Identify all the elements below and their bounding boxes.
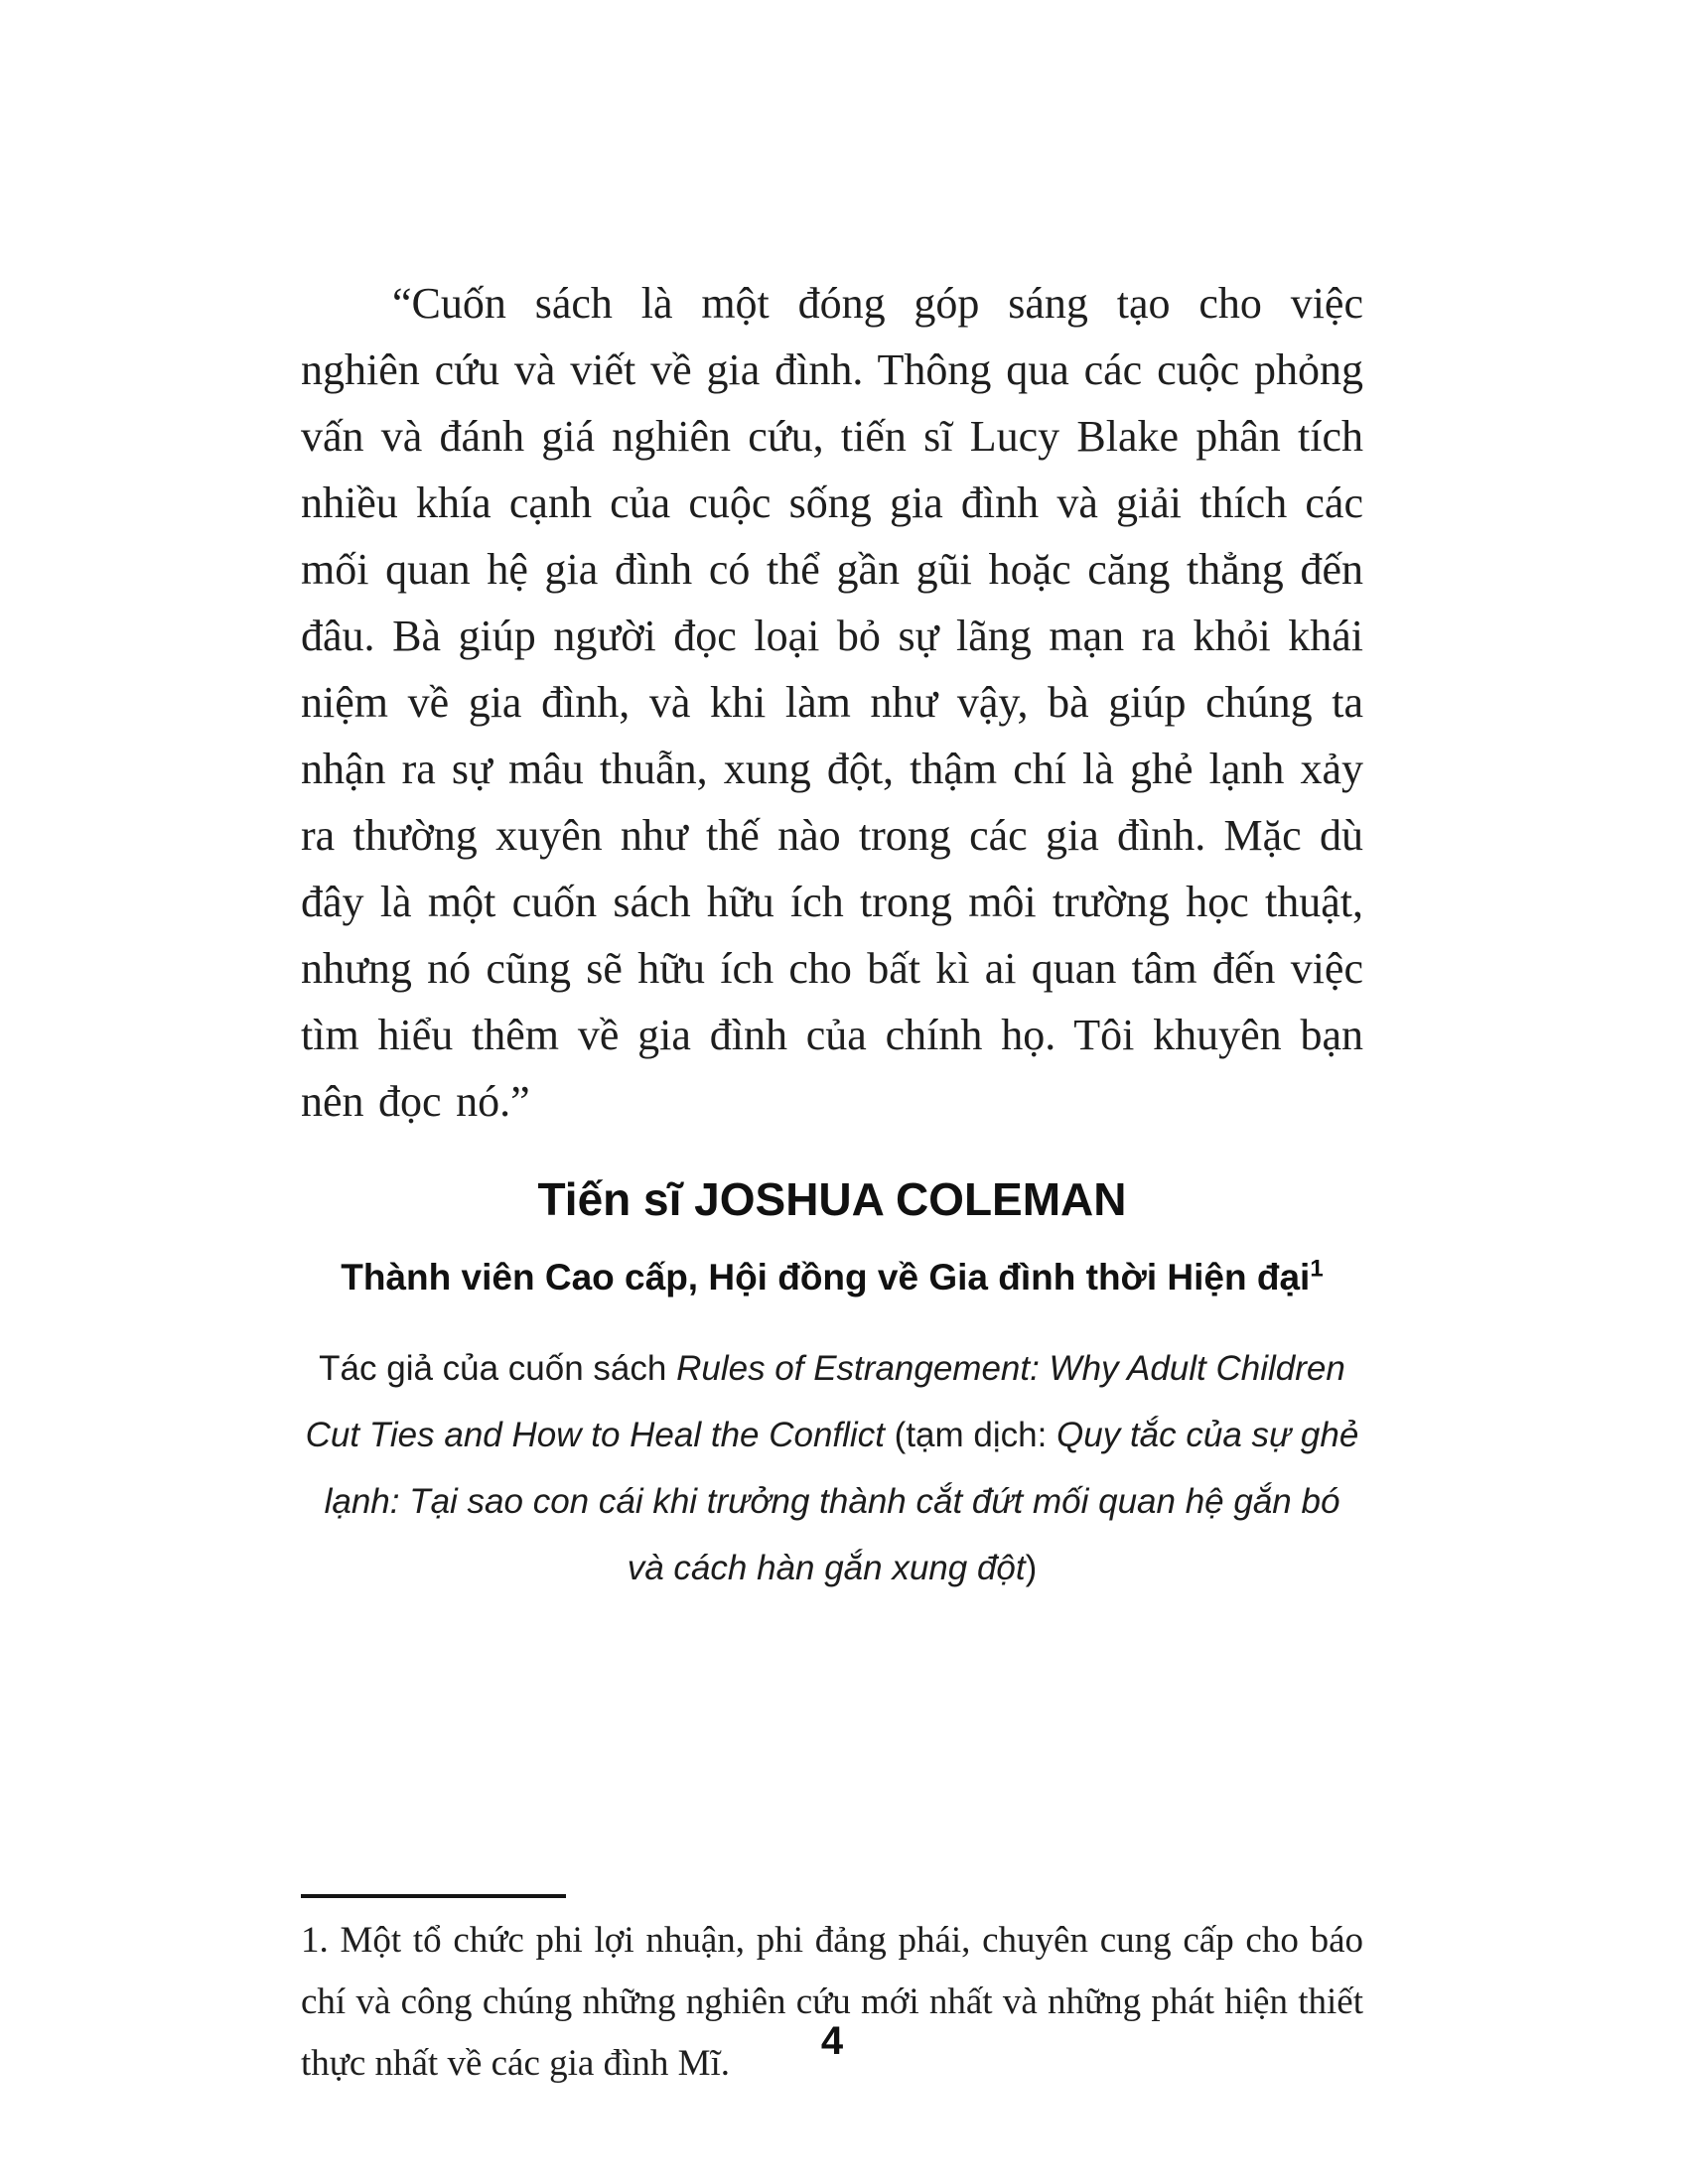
endorser-role-text: Thành viên Cao cấp, Hội đồng về Gia đình thời Hiện đại (341, 1257, 1311, 1297)
page-number: 4 (820, 2019, 844, 2063)
footnote-reference-marker: 1 (1310, 1255, 1324, 1283)
footnote-divider (301, 1894, 566, 1898)
endorser-bio-line: và cách hàn gắn xung đột) (627, 1549, 1038, 1587)
endorser-bio-line: lạnh: Tại sao con cái khi trưởng thành cắt đứt mối quan hệ gắn bó (324, 1482, 1340, 1521)
endorser-bio-line: Tác giả của cuốn sách Rules of Estrangement: Why Adult Children (319, 1349, 1345, 1388)
endorser-role (301, 1252, 1363, 1303)
endorsement-quote: “Cuốn sách là một đóng góp sáng tạo cho việc nghiên cứu và viết về gia đình. Thông qua các cuộc phỏng vấn và đánh giá nghiên cứu, tiến sĩ Lucy Blake phân tích nhiều khía cạnh của cuộc sống gia đình và giải thích các mối quan hệ gia đình có thể gần gũi hoặc căng thẳng đến đâu. Bà giúp người đọc loại bỏ sự lãng mạn ra khỏi khái niệm về gia đình, và khi làm như vậy, bà giúp chúng ta nhận ra sự mâu thuẫn, xung đột, thậm chí là ghẻ lạnh xảy ra thường xuyên như thế nào trong các gia đình. Mặc dù đây là một cuốn sách hữu ích trong môi trường học thuật, nhưng nó cũng sẽ hữu ích cho bất kì ai quan tâm đến việc tìm hiểu thêm về gia đình của chính họ. Tôi khuyên bạn nên đọc nó.” (301, 279, 1363, 1126)
footnote-text: 1. Một tổ chức phi lợi nhuận, phi đảng phái, chuyên cung cấp cho báo chí và công chúng những nghiên cứu mới nhất và những phát hiện thiết thực nhất về các gia đình Mĩ. (301, 1920, 1363, 2084)
endorser-name: Tiến sĩ JOSHUA COLEMAN (537, 1173, 1127, 1225)
endorser-bio (301, 1335, 1363, 1601)
page-content (301, 0, 1363, 2184)
endorser-bio-line: Cut Ties and How to Heal the Conflict (tạm dịch: Quy tắc của sự ghẻ (305, 1416, 1359, 1454)
